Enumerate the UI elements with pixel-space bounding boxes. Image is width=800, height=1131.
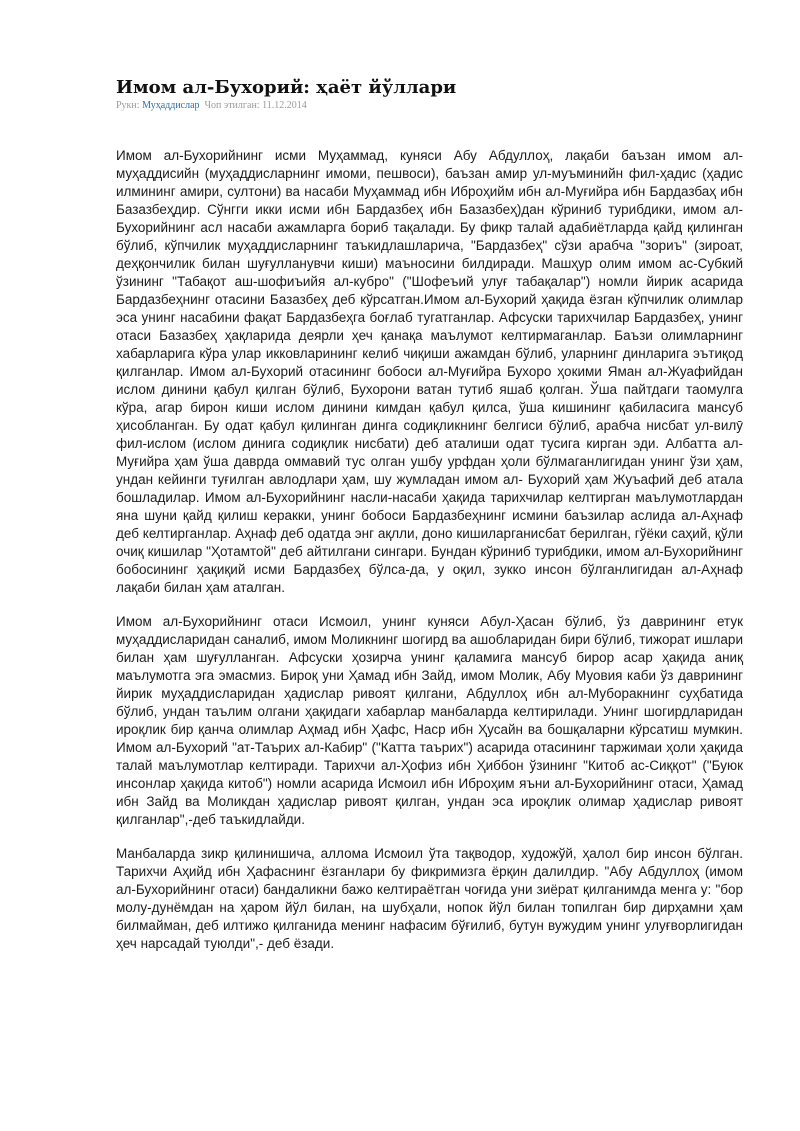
article-meta [116, 99, 307, 112]
article-paragraph: Имом ал-Бухорийнинг отаси Исмоил, унинг куняси Абул-Ҳасан бўлиб, ўз даврининг етук муҳаддисларидан саналиб, имом Моликнинг шогирд ва ашобларидан бири бўлиб, тижорат ишлари билан ҳам шуғулланган. Афсуски ҳозирча унинг қаламига мансуб бирор асар ҳақида аниқ маълумотга эга эмасмиз. Бироқ уни Ҳамад ибн Зайд, имом Молик, Абу Муовия каби ўз даврининг йирик муҳаддисларидан ҳадислар ривоят қилгани, Абдуллоҳ ибн ал-Муборакнинг суҳбатида бўлиб, ундан таълим олгани ҳақидаги хабарлар манбаларда келтирилади. Унинг шогирдларидан ироқлик бир қанча олимлар Аҳмад ибн Ҳафс, Наср ибн Ҳусайн ва бошқаларни кўрсатиш мумкин. Имом ал-Бухорий "ат-Таърих ал-Кабир" ("Катта таърих") асарида отасининг таржимаи ҳоли ҳақида талай маълумотлар келтиради. Тарихчи ал-Ҳофиз ибн Ҳиббон ўзининг "Китоб ас-Сиққот" ("Буюк инсонлар ҳақида китоб") номли асарида Исмоил ибн Иброҳим яъни ал-Бухорийнинг отаси, Ҳамад ибн Зайд ва Моликдан ҳадислар ривоят қилган, ундан эса ироқлик олимар ҳадислар ривоят қилганлар",-деб таъкидлайди. [116, 614, 743, 827]
article-paragraph: Манбаларда зикр қилинишича, аллома Исмоил ўта тақводор, художўй, ҳалол бир инсон бўлган. Тарихчи Аҳийд ибн Ҳафаснинг ёзганлари бу фикримизга ёрқин далилдир. "Абу Абдуллоҳ (имом ал-Бухорийнинг отаси) бандаликни бажо келтираётган чоғида уни зиёрат қилганимда менга у: "бор молу-дунёмдан на ҳаром йўл билан, на шубҳали, нопок йўл билан топилган бир дирҳамни ҳам билмайман, деб илтижо қилганида менинг нафасим бўғилиб, бутун вужудим унинг улуғворлигидан ҳеч нарсадай туюлди",- деб ёзади. [116, 846, 743, 951]
date-label: Чоп этилган: [204, 100, 260, 111]
category-label: Рукн: [116, 100, 140, 111]
article-body [116, 147, 743, 969]
publish-date: 11.12.2014 [262, 100, 307, 111]
article-title: Имом ал-Бухорий: ҳаёт йўллари [116, 77, 457, 98]
article-paragraph: Имом ал-Бухорийнинг исми Муҳаммад, куняси Абу Абдуллоҳ, лақаби баъзан имом ал-муҳаддисийн (муҳаддисларнинг имоми, пешвоси), баъзан амир ул-муъминийн фил-ҳадис (ҳадис илмининг амири, султони) ва насаби Муҳаммад ибн Иброҳийм ибн ал-Муғийра ибн Бардазбаҳ ибн Базазбеҳдир. Сўнгги икки исми ибн Бардазбеҳ ибн Базазбеҳ)дан кўриниб турибдики, имом ал-Бухорийнинг асл насаби ажамларга бориб тақалади. Бу фикр талай адабиётларда қайд қилинган бўлиб, кўпчилик муҳаддисларнинг таъкидлашларича, "Бардазбеҳ" сўзи арабча "зориъ" (зироат, деҳқончилик билан шуғулланувчи киши) маъносини билдиради. Машҳур олим имом ас-Субкий ўзининг "Табақот аш-шофиъийя ал-кубро" ("Шофеъий улуғ табақалар") номли йирик асарида Бардазбеҳнинг отасини Базазбеҳ деб кўрсатган.Имом ал-Бухорий ҳақида ёзган кўпчилик олимлар эса унинг насабини фақат Бардазбеҳга боғлаб тугатганлар. Афсуски тарихчилар Бардазбеҳ, унинг отаси Базазбеҳ ҳақларида деярли ҳеч қанақа маълумот келтирмаганлар. Баъзи олимларнинг хабарларига кўра улар икковларининг келиб чиқиши ажамдан бўлиб, уларнинг динларига эътиқод қилганлар. Имом ал-Бухорий отасининг бобоси ал-Муғийра Бухоро ҳокими Яман ал-Жуафийдан ислом динини қабул қилган бўлиб, Бухорони ватан тутиб яшаб қолган. Ўша пайтдаги таомулга кўра, агар бирон киши ислом динини кимдан қабул қилса, ўша кишининг қабиласига мансуб ҳисобланган. Бу одат қабул қилинган динга содиқликнинг белгиси бўлиб, арабча нисбат ул-вилӯ фил-ислом (ислом динига содиқлик нисбати) деб аталиши одат тусига кирган эди. Албатта ал-Муғийра ҳам ўша даврда оммавий тус олган ушбу урфдан ҳоли бўлмаганлигидан унинг ўзи ҳам, ундан кейинги туғилган авлодлари ҳам, шу жумладан имом ал- Бухорий ҳам Жуъафий деб атала бошладилар. Имом ал-Бухорийнинг насли-насаби ҳақида тарихчилар келтирган маълумотлардан яна шуни қайд қилиш керакки, унинг бобоси Бардазбеҳнинг исмини баъзилар аслида ал-Аҳнаф деб келтирганлар. Аҳнаф деб одатда энг ақлли, доно кишиларганисбат берилган, гўёки саҳий, қўли очиқ кишилар "Ҳотамтой" деб айтилгани сингари. Бундан кўриниб турибдики, имом ал-Бухорийнинг бобосининг ҳақиқий исми Бардазбеҳ бўлса-да, у оқил, зукко инсон бўлганлигидан ал-Аҳнаф лақаби билан ҳам аталган. [116, 148, 743, 595]
category-link[interactable]: Муҳаддислар [142, 100, 200, 111]
